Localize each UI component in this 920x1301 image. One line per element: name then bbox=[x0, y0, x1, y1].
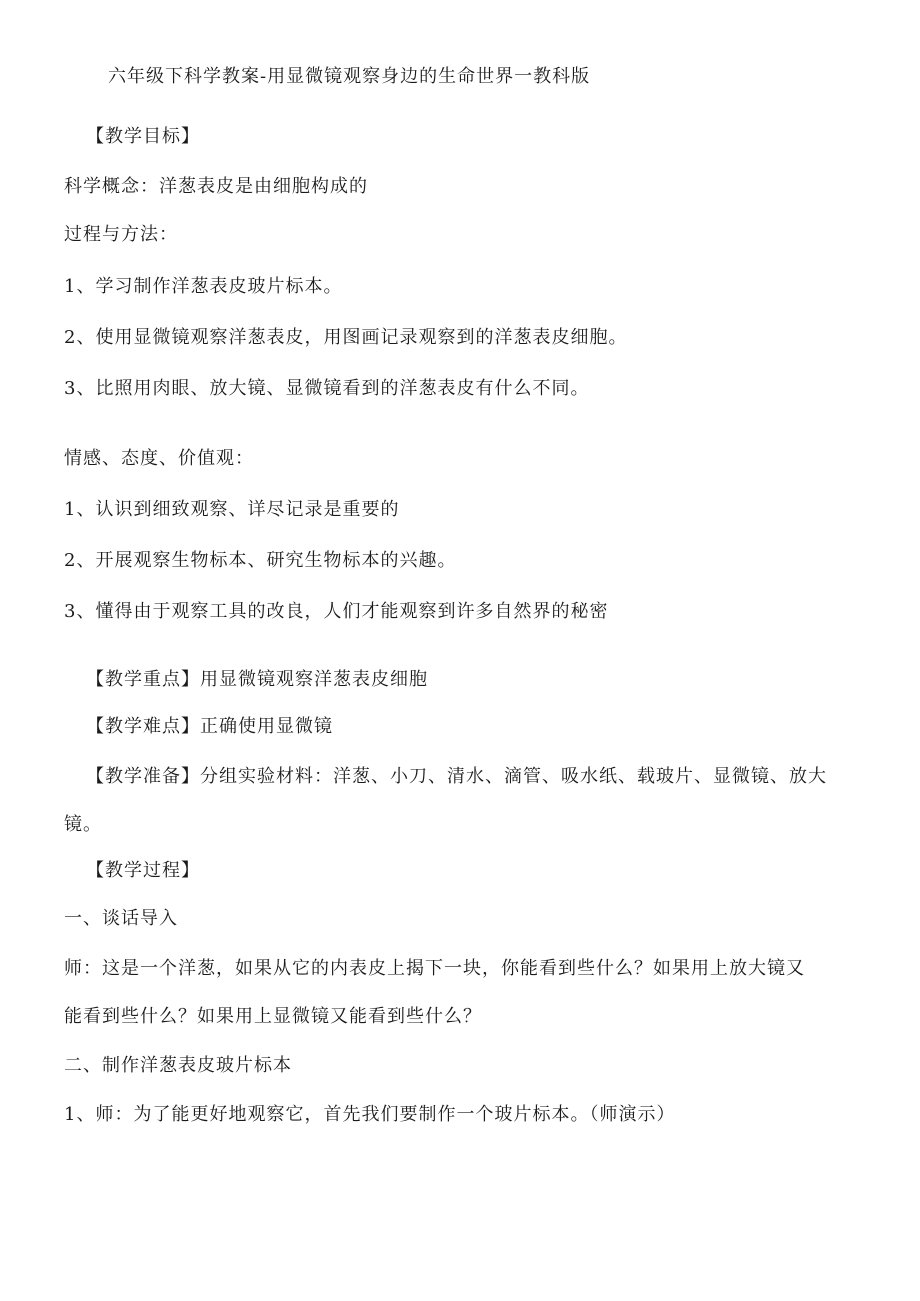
paragraph-continuation: 镜。 bbox=[64, 814, 102, 835]
section-heading-teaching-goals: 【教学目标】 bbox=[86, 126, 200, 147]
paragraph: 师：这是一个洋葱，如果从它的内表皮上揭下一块，你能看到些什么？如果用上放大镜又 bbox=[64, 958, 805, 979]
list-item: 1、学习制作洋葱表皮玻片标本。 bbox=[64, 276, 343, 297]
list-item: 2、开展观察生物标本、研究生物标本的兴趣。 bbox=[64, 550, 457, 571]
subsection-heading: 一、谈话导入 bbox=[64, 908, 178, 929]
section-heading-key-points: 【教学重点】用显微镜观察洋葱表皮细胞 bbox=[86, 669, 428, 690]
list-item: 3、懂得由于观察工具的改良，人们才能观察到许多自然界的秘密 bbox=[64, 601, 609, 622]
document-title: 六年级下科学教案-用显微镜观察身边的生命世界一教科版 bbox=[108, 66, 591, 87]
paragraph-continuation: 能看到些什么？如果用上显微镜又能看到些什么？ bbox=[64, 1006, 482, 1027]
paragraph: 1、师：为了能更好地观察它，首先我们要制作一个玻片标本。（师演示） bbox=[64, 1104, 676, 1125]
list-item: 1、认识到细致观察、详尽记录是重要的 bbox=[64, 499, 400, 520]
section-heading-teaching-process: 【教学过程】 bbox=[86, 860, 200, 881]
subsection-heading: 二、制作洋葱表皮玻片标本 bbox=[64, 1055, 292, 1076]
paragraph: 过程与方法： bbox=[64, 224, 178, 245]
list-item: 2、使用显微镜观察洋葱表皮，用图画记录观察到的洋葱表皮细胞。 bbox=[64, 327, 628, 348]
paragraph: 科学概念：洋葱表皮是由细胞构成的 bbox=[64, 176, 368, 197]
paragraph: 情感、态度、价值观： bbox=[64, 448, 254, 469]
list-item: 3、比照用肉眼、放大镜、显微镜看到的洋葱表皮有什么不同。 bbox=[64, 378, 590, 399]
section-heading-difficulties: 【教学难点】正确使用显微镜 bbox=[86, 716, 333, 737]
section-heading-preparation: 【教学准备】分组实验材料：洋葱、小刀、清水、滴管、吸水纸、载玻片、显微镜、放大 bbox=[86, 766, 827, 787]
